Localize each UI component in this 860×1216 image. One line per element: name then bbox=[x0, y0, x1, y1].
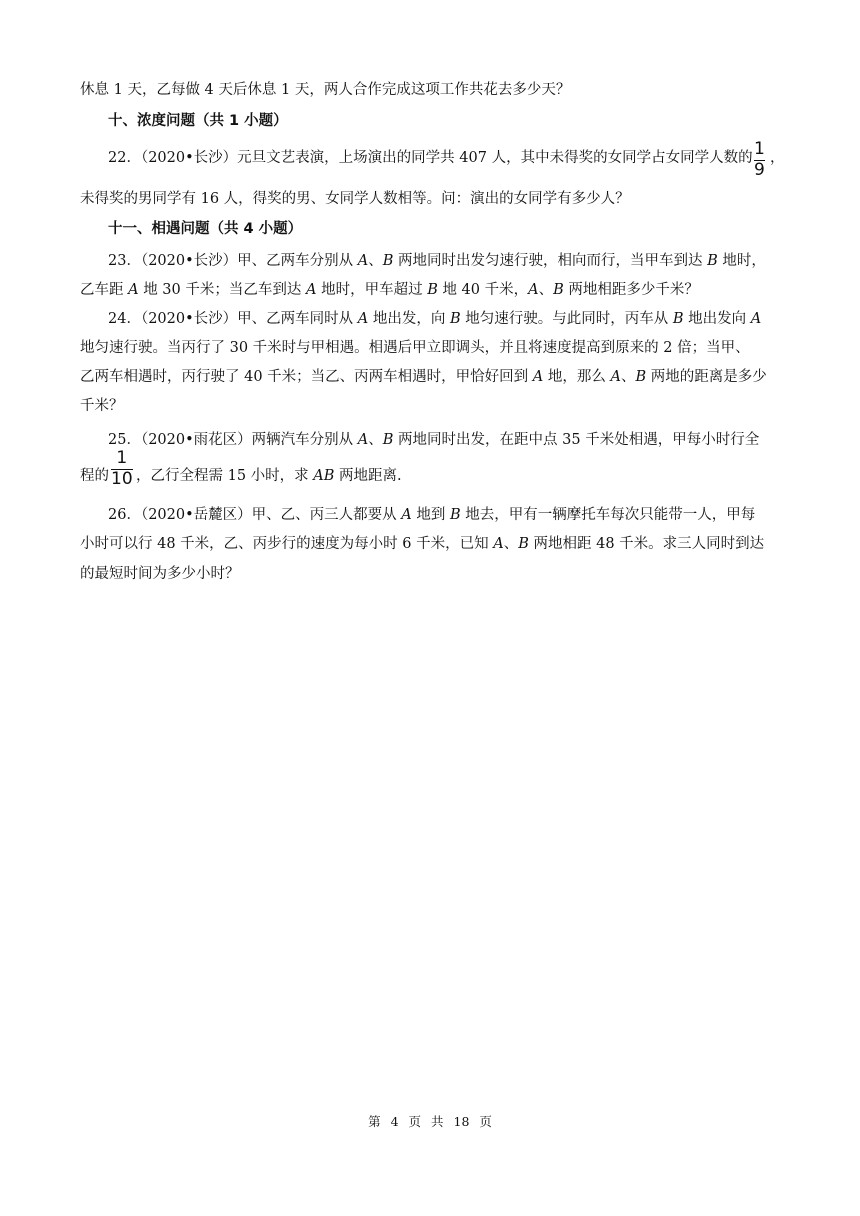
text: 地，那么 bbox=[543, 369, 611, 385]
q26-line3: 的最短时间为多少小时？ bbox=[80, 566, 240, 582]
var-a: A bbox=[528, 282, 539, 298]
page-footer bbox=[0, 1112, 860, 1130]
text: 甲、乙、丙三人都要从 bbox=[251, 507, 402, 523]
q24-line2: 地匀速行驶。当丙行了 30 千米时与甲相遇。相遇后甲立即调头，并且将速度提高到原来的 2 倍；当甲、 bbox=[80, 340, 750, 356]
var-b: B bbox=[635, 369, 647, 385]
text: 地时， bbox=[717, 253, 766, 269]
question-source: （2020•岳麓区） bbox=[140, 507, 252, 523]
text: 乙车距 bbox=[80, 282, 129, 298]
var-b: B bbox=[553, 282, 564, 298]
text: 地到 bbox=[411, 507, 450, 523]
section-title: 十、浓度问题（共 1 小题） bbox=[108, 113, 288, 129]
q26-line2 bbox=[80, 534, 764, 554]
text: 小时可以行 48 千米，乙、丙步行的速度为每小时 6 千米，已知 bbox=[80, 536, 494, 552]
var-a: A bbox=[305, 282, 317, 298]
text: 地出发向 bbox=[683, 311, 751, 327]
var-b: B bbox=[449, 507, 461, 523]
text: 地 40 千米， bbox=[437, 282, 529, 298]
q24-line4: 千米？ bbox=[80, 398, 124, 414]
fraction-denominator: 9 bbox=[754, 160, 765, 180]
question-source: （2020•长沙） bbox=[140, 150, 238, 166]
var-b: B bbox=[518, 536, 529, 552]
text: 两地距离. bbox=[334, 468, 402, 484]
q21-text: 休息 1 天，乙每做 4 天后休息 1 天，两人合作完成这项工作共花去多少天？ bbox=[80, 82, 571, 98]
footer-page-label: 页 bbox=[408, 1114, 422, 1129]
text: 甲、乙两车同时从 bbox=[237, 311, 358, 327]
q25-text: 程的 bbox=[80, 468, 109, 484]
q22-text: 元旦文艺表演，上场演出的同学共 407 人，其中未得奖的女同学占女同学人数的 bbox=[237, 150, 753, 166]
text: 地去，甲有一辆摩托车每次只能带一人，甲每 bbox=[460, 507, 756, 523]
current-page-number: 4 bbox=[390, 1114, 399, 1129]
text: ，乙行全程需 15 小时，求 bbox=[136, 468, 314, 484]
text: 、 bbox=[503, 536, 519, 552]
text: 两地的距离是多少 bbox=[646, 369, 767, 385]
text: 地 30 千米；当乙车到达 bbox=[138, 282, 306, 298]
var-a: A bbox=[532, 369, 544, 385]
q25-line1 bbox=[108, 430, 759, 450]
text: 地出发，向 bbox=[368, 311, 450, 327]
q22-line1 bbox=[108, 148, 753, 168]
var-a: A bbox=[128, 282, 139, 298]
text: 两地相距多少千米？ bbox=[563, 282, 699, 298]
fraction-denominator: 10 bbox=[111, 469, 133, 489]
text: 甲、乙两车分别从 bbox=[237, 253, 358, 269]
var-a: A bbox=[610, 369, 621, 385]
fraction-one-tenth bbox=[111, 450, 133, 488]
footer-prefix: 第 bbox=[368, 1114, 381, 1129]
text: 、 bbox=[368, 253, 383, 269]
var-b: B bbox=[707, 253, 718, 269]
question-number: 25． bbox=[108, 432, 141, 448]
var-a: A bbox=[357, 311, 369, 327]
text: 乙两车相遇时，丙行驶了 40 千米；当乙、丙两车相遇时，甲恰好回到 bbox=[80, 369, 533, 385]
text: 地时，甲车超过 bbox=[316, 282, 428, 298]
fraction-numerator: 1 bbox=[754, 139, 765, 159]
text: 两地相距 48 千米。求三人同时到达 bbox=[528, 536, 765, 552]
var-b: B bbox=[427, 282, 438, 298]
footer-suffix: 页 bbox=[479, 1114, 492, 1129]
var-a: A bbox=[401, 507, 412, 523]
var-b: B bbox=[382, 432, 394, 448]
total-page-count: 18 bbox=[453, 1114, 470, 1129]
var-a: A bbox=[493, 536, 504, 552]
question-number: 23． bbox=[108, 253, 141, 269]
footer-total-label: 共 bbox=[431, 1114, 444, 1129]
question-number: 22． bbox=[108, 150, 141, 166]
question-number: 24． bbox=[108, 311, 141, 327]
var-b: B bbox=[672, 311, 684, 327]
var-a: A bbox=[357, 253, 369, 269]
question-source: （2020•长沙） bbox=[140, 311, 238, 327]
fraction-numerator: 1 bbox=[116, 448, 128, 468]
var-a: A bbox=[750, 311, 762, 327]
question-number: 26． bbox=[108, 507, 141, 523]
q25-line2 bbox=[136, 466, 402, 486]
text: 两地同时出发匀速行驶，相向而行，当甲车到达 bbox=[393, 253, 708, 269]
section-title: 十一、相遇问题（共 4 小题） bbox=[108, 221, 303, 237]
question-source: （2020•雨花区） bbox=[140, 432, 252, 448]
q22-text-2: 未得奖的男同学有 16 人，得奖的男、女同学人数相等。问：演出的女同学有多少人？ bbox=[80, 191, 630, 207]
fraction-one-ninth bbox=[754, 141, 765, 179]
text: 、 bbox=[368, 432, 383, 448]
var-ab: AB bbox=[313, 468, 335, 484]
var-a: A bbox=[357, 432, 369, 448]
var-b: B bbox=[449, 311, 461, 327]
question-source: （2020•长沙） bbox=[140, 253, 238, 269]
q23-line2 bbox=[80, 280, 699, 300]
text: 两地同时出发，在距中点 35 千米处相遇，甲每小时行全 bbox=[393, 432, 760, 448]
q22-comma: ， bbox=[770, 150, 785, 166]
var-b: B bbox=[382, 253, 394, 269]
q23-line1 bbox=[108, 251, 766, 271]
q24-line1 bbox=[108, 309, 761, 329]
q24-line3 bbox=[80, 367, 767, 387]
text: 两辆汽车分别从 bbox=[251, 432, 358, 448]
text: 地匀速行驶。与此同时，丙车从 bbox=[460, 311, 673, 327]
q26-line1 bbox=[108, 505, 755, 525]
text: 、 bbox=[538, 282, 554, 298]
text: 、 bbox=[620, 369, 636, 385]
